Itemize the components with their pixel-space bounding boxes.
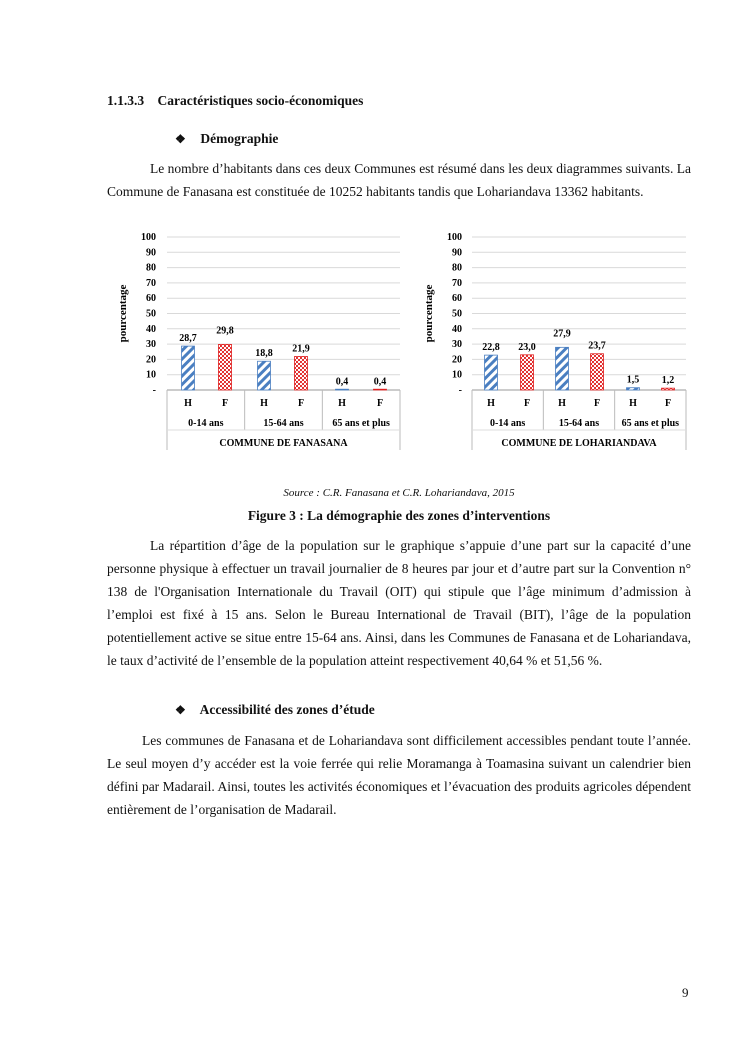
- subsection-title: Démographie: [200, 131, 279, 146]
- y-tick-label: 80: [146, 262, 156, 274]
- y-tick-label: 40: [146, 323, 156, 335]
- bar-0-14-ans-H: [182, 346, 195, 390]
- x-group-label: 65 ans et plus: [621, 418, 680, 429]
- y-tick-label: -: [458, 385, 462, 396]
- bar-15-64-ans-F: [295, 356, 308, 390]
- x-category-label: H: [629, 398, 637, 409]
- y-tick-label: 100: [447, 232, 462, 243]
- subsection-accessibilite: [175, 702, 375, 718]
- section-title: Caractéristiques socio-économiques: [157, 93, 364, 108]
- bar-65-ans-et-plus-F: [662, 388, 675, 390]
- data-label: 0,4: [373, 376, 387, 388]
- figure-caption: Figure 3 : La démographie des zones d’interventions: [247, 508, 551, 523]
- x-group-label: 0-14 ans: [490, 418, 526, 429]
- data-label: 29,8: [216, 325, 234, 337]
- y-tick-label: 20: [146, 354, 156, 366]
- data-label: 27,9: [553, 328, 571, 340]
- data-label: 22,8: [482, 342, 500, 354]
- paragraph-intro: Le nombre d’habitants dans ces deux Communes est résumé dans les deux diagrammes suivants. La Commune de Fanasana est constituée de 10252 habitants tandis que Lohariandava 13362 habitants.: [107, 161, 691, 199]
- bar-0-14-ans-H: [485, 355, 498, 390]
- x-group-label: 15-64 ans: [263, 418, 304, 429]
- x-category-label: H: [260, 398, 268, 409]
- bar-15-64-ans-F: [591, 354, 604, 390]
- chart-title: COMMUNE DE FANASANA: [219, 438, 348, 449]
- page-number: 9: [682, 985, 689, 1000]
- y-tick-label: 90: [146, 247, 156, 259]
- x-category-label: F: [593, 398, 601, 409]
- bar-65-ans-et-plus-H: [336, 389, 349, 390]
- chart-fanasana: [117, 232, 400, 450]
- chart-lohariandava: [423, 232, 686, 450]
- data-label: 1,2: [661, 375, 675, 387]
- diamond-bullet-icon: ❖: [175, 703, 186, 717]
- y-axis-label: pourcentage: [117, 284, 129, 343]
- y-tick-label: -: [152, 385, 156, 396]
- bar-0-14-ans-F: [219, 344, 232, 390]
- y-tick-label: 60: [146, 293, 156, 305]
- data-label: 23,7: [588, 340, 606, 352]
- paragraph-age-distribution: La répartition d’âge de la population sur le graphique s’appuie d’une part sur la capacité d’une personne physique à effectuer un travail journalier de 8 heures par jour et d’autre part sur la Convention n° 138 de l'Organisation Internationale du Travail (OIT) qui stipule que l’âge minimum d’admission à l’emploi est fixé à 15 ans. Selon le Bureau International de Travail (BIT), l’âge de la population potentiellement active se situe entre 15-64 ans. Ainsi, dans les Communes de Fanasana et de Lohariandava, le taux d’activité de l’ensemble de la population atteint respectivement 40,64 % et 51,56 %.: [107, 538, 691, 668]
- figure-source: Source : C.R. Fanasana et C.R. Lohariandava, 2015: [283, 487, 515, 499]
- data-label: 0,4: [335, 376, 349, 388]
- y-axis-label: pourcentage: [423, 284, 435, 343]
- bar-65-ans-et-plus-F: [374, 389, 387, 390]
- x-category-label: H: [338, 398, 346, 409]
- x-category-label: F: [297, 398, 305, 409]
- data-label: 18,8: [255, 348, 273, 360]
- x-category-label: F: [523, 398, 531, 409]
- y-tick-label: 30: [146, 339, 156, 351]
- y-tick-label: 50: [146, 308, 156, 320]
- section-heading: [107, 93, 363, 109]
- diamond-bullet-icon: ❖: [175, 132, 186, 146]
- y-tick-label: 40: [452, 323, 462, 335]
- y-tick-label: 10: [452, 369, 462, 381]
- y-tick-label: 10: [146, 369, 156, 381]
- y-tick-label: 70: [146, 277, 156, 289]
- x-group-label: 15-64 ans: [558, 418, 600, 429]
- section-number: 1.1.3.3: [107, 93, 145, 108]
- y-tick-label: 30: [452, 339, 462, 351]
- bar-65-ans-et-plus-H: [627, 388, 640, 390]
- chart-title: COMMUNE DE LOHARIANDAVA: [501, 438, 657, 449]
- subsection-demographie: [175, 131, 278, 147]
- data-label: 1,5: [626, 374, 640, 386]
- bar-0-14-ans-F: [521, 355, 534, 390]
- x-group-label: 0-14 ans: [188, 418, 224, 429]
- y-tick-label: 70: [452, 277, 462, 289]
- y-tick-label: 20: [452, 354, 462, 366]
- x-category-label: H: [558, 398, 566, 409]
- y-tick-label: 90: [452, 247, 462, 259]
- y-tick-label: 60: [452, 293, 462, 305]
- x-category-label: F: [376, 398, 384, 409]
- y-tick-label: 100: [141, 232, 156, 243]
- x-category-label: H: [184, 398, 192, 409]
- bar-15-64-ans-H: [556, 347, 569, 390]
- data-label: 21,9: [292, 343, 310, 355]
- x-category-label: F: [664, 398, 672, 409]
- x-category-label: F: [221, 398, 229, 409]
- y-tick-label: 50: [452, 308, 462, 320]
- y-tick-label: 80: [452, 262, 462, 274]
- data-label: 28,7: [179, 333, 197, 345]
- bar-15-64-ans-H: [258, 361, 271, 390]
- x-group-label: 65 ans et plus: [332, 418, 390, 429]
- data-label: 23,0: [518, 341, 536, 353]
- paragraph-accessibility: Les communes de Fanasana et de Lohariandava sont difficilement accessibles pendant toute l’année. Le seul moyen d’y accéder est la voie ferrée qui relie Moramanga à Toamasina suivant un calendrier bien défini par Madarail. Ainsi, toutes les activités économiques et l’évacuation des produits agricoles dépendent entièrement de l’organisation de Madarail.: [107, 733, 691, 817]
- subsection-title: Accessibilité des zones d’étude: [199, 702, 375, 717]
- demography-charts: [0, 225, 745, 485]
- x-category-label: H: [487, 398, 495, 409]
